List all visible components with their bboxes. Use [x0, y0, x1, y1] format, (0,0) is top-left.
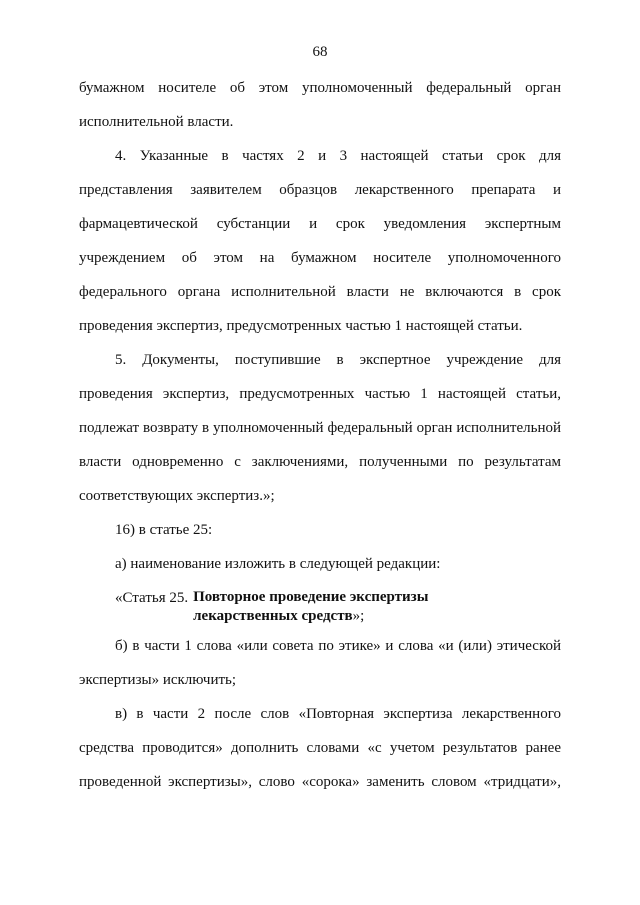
document-body: [79, 78, 561, 806]
text-line: подлежат возврату в уполномоченный федеральный орган исполнительной: [79, 420, 561, 436]
text-line: проведения экспертиз, предусмотренных частью 1 настоящей статьи,: [79, 386, 561, 402]
article-title-text: лекарственных средств: [193, 608, 353, 624]
text-line: а) наименование изложить в следующей редакции:: [115, 556, 441, 572]
text-line: фармацевтической субстанции и срок уведомления экспертным: [79, 216, 561, 232]
paragraph-subitem-b: [79, 636, 561, 704]
text-line: 16) в статье 25:: [115, 522, 213, 538]
text-line: власти одновременно с заключениями, полученными по результатам: [79, 454, 561, 470]
paragraph-subitem-v: [79, 704, 561, 806]
text-line: 5. Документы, поступившие в экспертное учреждение для: [115, 352, 561, 368]
text-line: проведенной экспертизы», слово «сорока» заменить словом «тридцати»,: [79, 774, 561, 790]
text-line: в) в части 2 после слов «Повторная экспертиза лекарственного: [115, 706, 561, 722]
article-title-tail: »;: [352, 608, 365, 624]
text-line: учреждением об этом на бумажном носителе уполномоченного: [79, 250, 561, 266]
text-line: соответствующих экспертиз.»;: [79, 488, 275, 504]
article-heading: [79, 588, 561, 636]
text-line: бумажном носителе об этом уполномоченный федеральный орган: [79, 80, 561, 96]
text-line: 4. Указанные в частях 2 и 3 настоящей статьи срок для: [115, 148, 561, 164]
text-line: исполнительной власти.: [79, 114, 234, 130]
text-line: представления заявителем образцов лекарственного препарата и: [79, 182, 561, 198]
text-line: б) в части 1 слова «или совета по этике» и слова «и (или) этической: [115, 638, 561, 654]
article-number: «Статья 25.: [115, 590, 189, 606]
article-title-line: Повторное проведение экспертизы: [193, 589, 429, 605]
text-line: экспертизы» исключить;: [79, 672, 237, 688]
paragraph-item-5: [79, 350, 561, 520]
text-line: федерального органа исполнительной власти не включаются в срок: [79, 284, 561, 300]
text-line: средства проводится» дополнить словами «с учетом результатов ранее: [79, 740, 561, 756]
paragraph-continuation: [79, 78, 561, 146]
article-title-line-2: [193, 607, 428, 626]
text-line: проведения экспертиз, предусмотренных частью 1 настоящей статьи.: [79, 318, 523, 334]
paragraph-item-4: [79, 146, 561, 350]
paragraph-item-16: [79, 520, 561, 554]
page-number: 68: [312, 44, 328, 60]
paragraph-subitem-a: [79, 554, 561, 588]
article-title: [193, 588, 428, 636]
